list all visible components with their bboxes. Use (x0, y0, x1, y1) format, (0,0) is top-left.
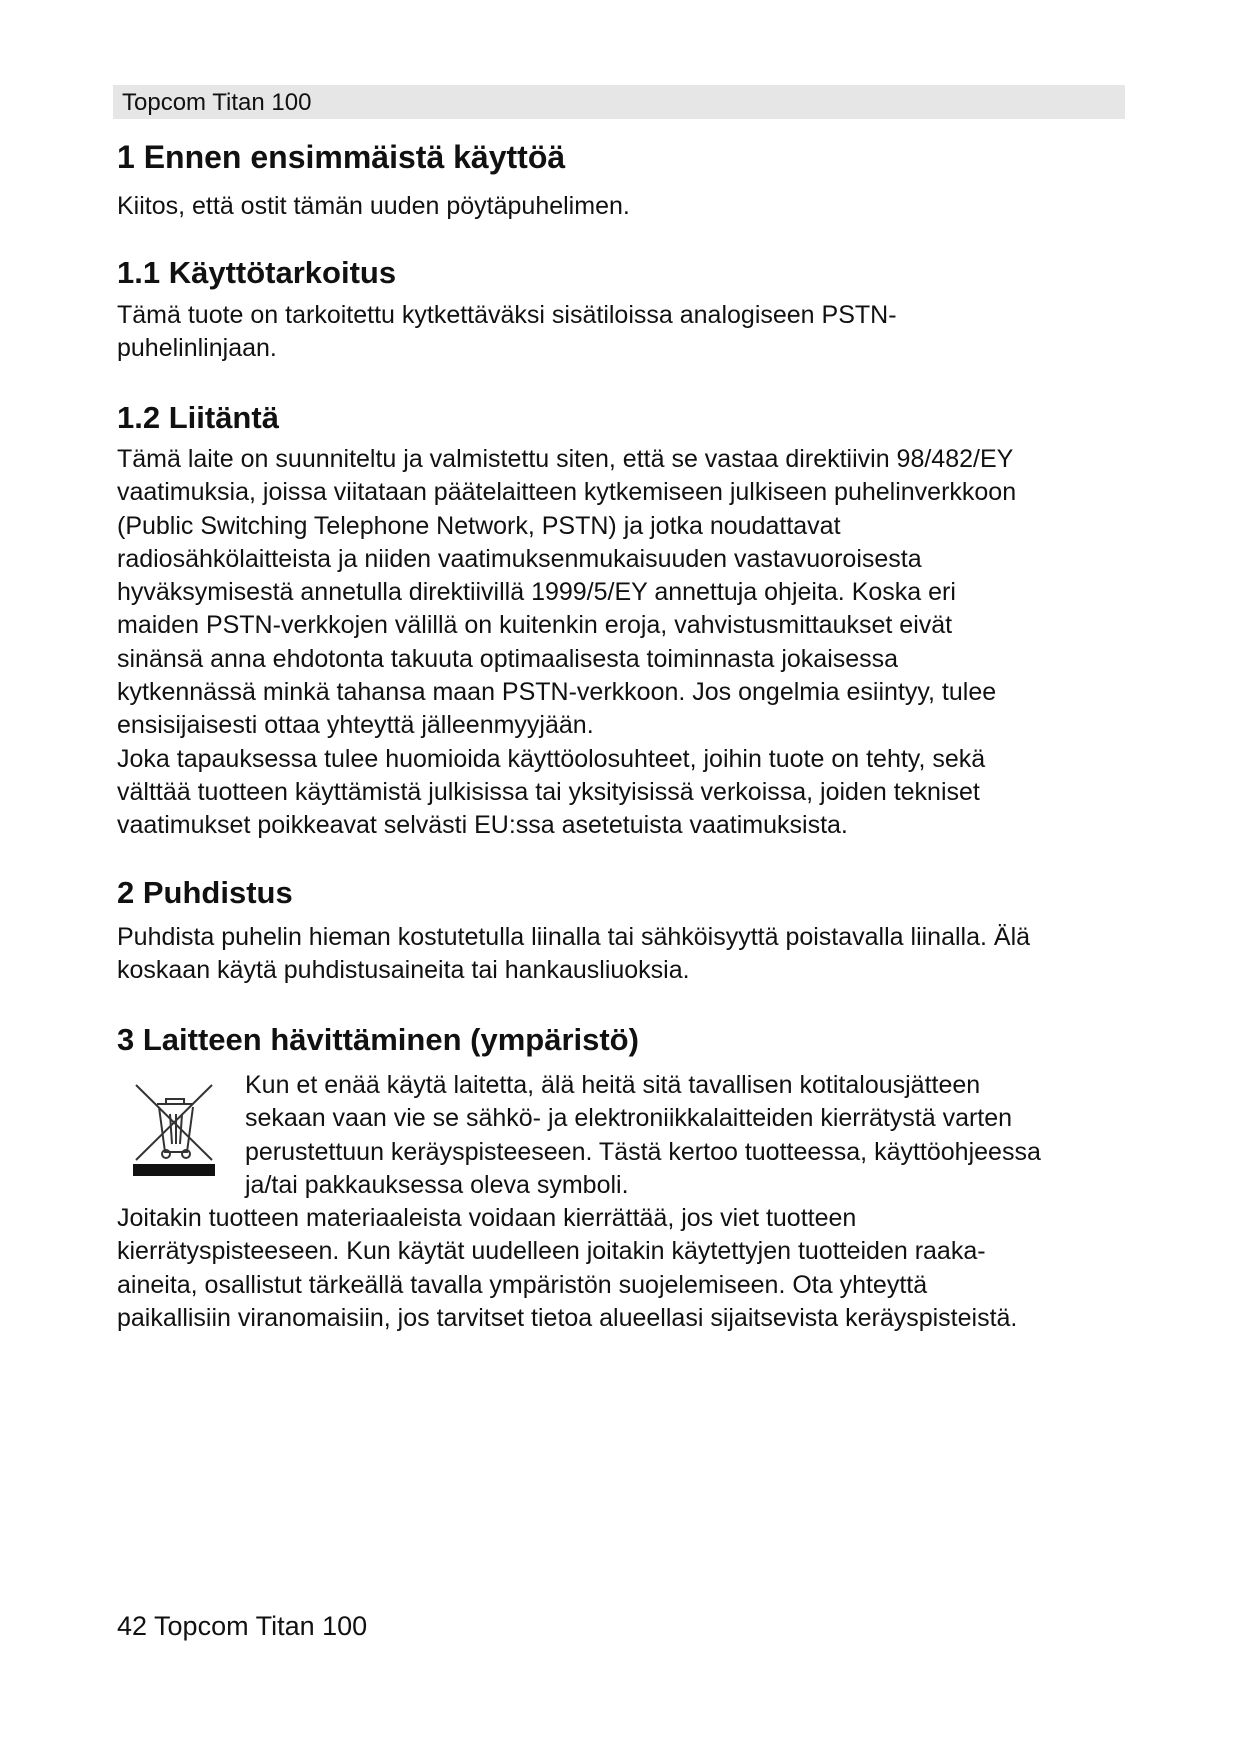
section-1-text: Kiitos, että ostit tämän uuden pöytäpuhelimen. (117, 192, 630, 220)
section-3-text: Joitakin tuotteen materiaaleista voidaan kierrättää, jos viet tuotteen kierrätyspisteeseen. Kun käytät uudelleen joitakin käytettyjen tuotteiden raaka- aineita, osallistut tärkeällä tavalla ympäristön suojelemiseen. Ota yhteyttä paikallisiin viranomaisiin, jos tarvitset tietoa alueellasi sijaitsevista keräyspisteistä. (117, 1204, 1018, 1332)
section-3-icon-text: Kun et enää käytä laitetta, älä heitä sitä tavallisen kotitalousjätteen sekaan vaan vie se sähkö- ja elektroniikkalaitteiden kierrätystä varten perustettuun keräyspisteeseen. Tästä kertoo tuotteessa, käyttöohjeessa ja/tai pakkauksessa oleva symboli. (245, 1071, 1041, 1199)
section-2-text: Puhdista puhelin hieman kostutetulla liinalla tai sähköisyyttä poistavalla liinalla. Älä koskaan käytä puhdistusaineita tai hankausliuoksia. (117, 923, 1031, 985)
section-3-heading: 3 Laitteen hävittäminen (ympäristö) (117, 1022, 639, 1057)
section-2-heading: 2 Puhdistus (117, 875, 293, 910)
weee-crossed-bin-icon (133, 1082, 215, 1178)
section-1-2-heading: 1.2 Liitäntä (117, 400, 279, 435)
section-1-1-heading: 1.1 Käyttötarkoitus (117, 255, 397, 290)
section-1-1-text: Tämä tuote on tarkoitettu kytkettäväksi sisätiloissa analogiseen PSTN- puhelinlinjaan. (117, 301, 897, 363)
section-1-heading: 1 Ennen ensimmäistä käyttöä (117, 139, 566, 175)
section-1-2-text: Tämä laite on suunniteltu ja valmistettu siten, että se vastaa direktiivin 98/482/EY vaatimuksia, joissa viitataan päätelaitteen kytkemiseen julkiseen puhelinverkkoon (Public Switching Telephone Network, PSTN) ja jotka noudattavat radiosähkölaitteista ja niiden vaatimuksenmukaisuuden vastavuoroisesta hyväksymisestä annetulla direktiivillä 1999/5/EY annettuja ohjeita. Koska eri maiden PSTN-verkkojen välillä on kuitenkin eroja, vahvistusmittaukset eivät sinänsä anna ehdotonta takuuta optimaalisesta toiminnasta jokaisessa kytkennässä minkä tahansa maan PSTN-verkkoon. Jos ongelmia esiintyy, tulee ensisijaisesti ottaa yhteyttä jälleenmyyjään. Joka tapauksessa tulee huomioida käyttöolosuhteet, joihin tuote on tehty, sekä välttää tuotteen käyttämistä julkisissa tai yksityisissä verkoissa, joiden tekniset vaatimukset poikkeavat selvästi EU:ssa asetetuista vaatimuksista. (117, 445, 1017, 840)
running-header: Topcom Titan 100 (113, 85, 1125, 119)
page-footer: 42 Topcom Titan 100 (117, 1611, 368, 1641)
